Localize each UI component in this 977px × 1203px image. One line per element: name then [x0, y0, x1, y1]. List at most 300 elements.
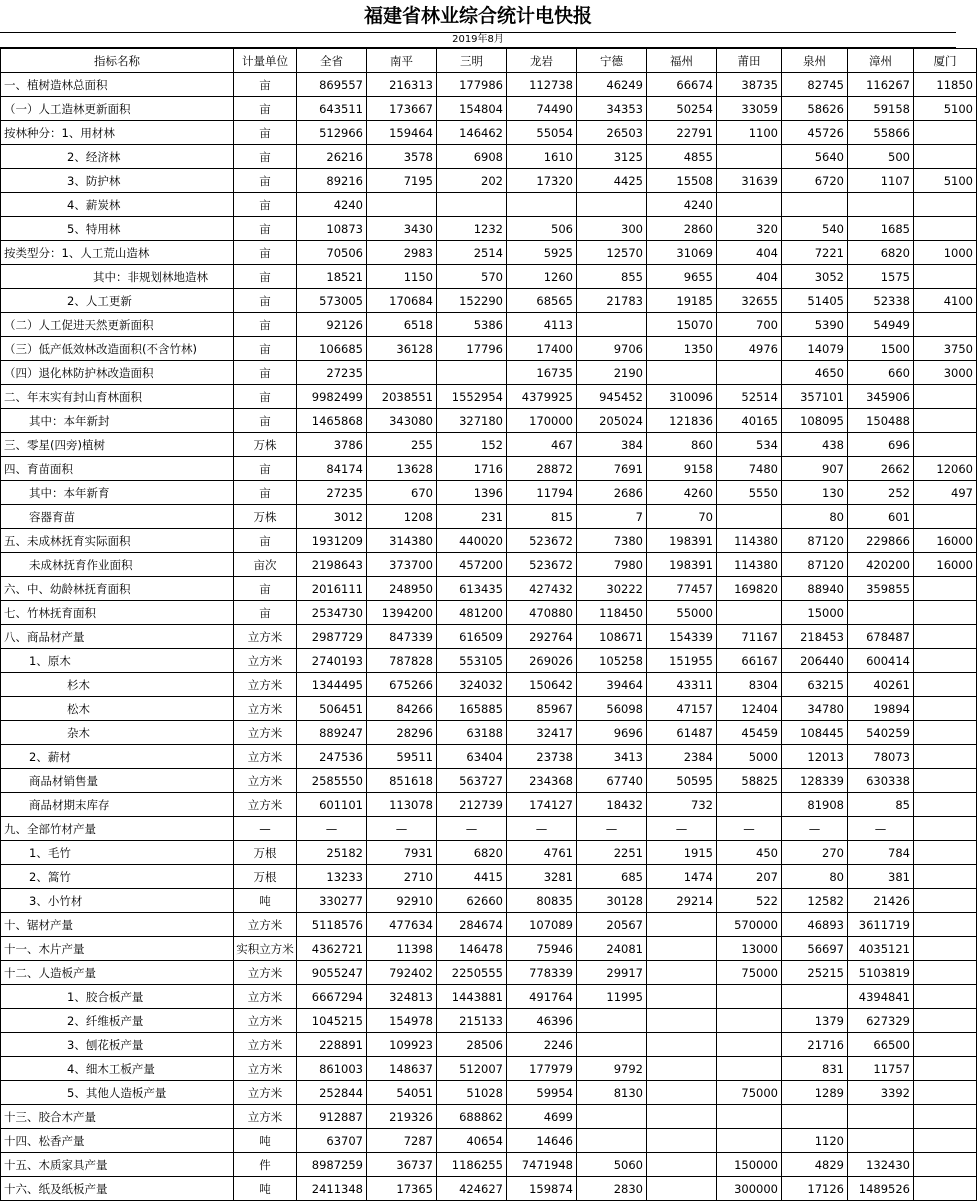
indicator-name: 3、防护林: [1, 169, 234, 193]
table-row: [1, 241, 977, 265]
value-cell: 847339: [367, 625, 437, 649]
value-cell: 52338: [848, 289, 914, 313]
value-cell: [914, 313, 977, 337]
unit-cell: 亩: [234, 193, 297, 217]
value-cell: [577, 193, 647, 217]
unit-cell: 立方米: [234, 625, 297, 649]
value-cell: 173667: [367, 97, 437, 121]
unit-cell: 立方米: [234, 769, 297, 793]
value-cell: [577, 1129, 647, 1153]
value-cell: [914, 673, 977, 697]
value-cell: 12582: [782, 889, 848, 913]
value-cell: [914, 1057, 977, 1081]
value-cell: 889247: [297, 721, 367, 745]
value-cell: 40165: [717, 409, 782, 433]
indicator-name: （一）人工造林更新面积: [1, 97, 234, 121]
value-cell: [647, 1057, 717, 1081]
value-cell: 75000: [717, 1081, 782, 1105]
value-cell: 27235: [297, 481, 367, 505]
value-cell: 46249: [577, 73, 647, 97]
table-row: [1, 1177, 977, 1201]
value-cell: 2585550: [297, 769, 367, 793]
value-cell: [577, 1009, 647, 1033]
value-cell: 107089: [507, 913, 577, 937]
value-cell: 36128: [367, 337, 437, 361]
value-cell: 25182: [297, 841, 367, 865]
value-cell: 56098: [577, 697, 647, 721]
value-cell: 660: [848, 361, 914, 385]
value-cell: 7: [577, 505, 647, 529]
value-cell: 16735: [507, 361, 577, 385]
value-cell: 670: [367, 481, 437, 505]
value-cell: 9055247: [297, 961, 367, 985]
table-row: [1, 313, 977, 337]
table-row: [1, 1105, 977, 1129]
indicator-name: 1、胶合板产量: [1, 985, 234, 1009]
value-cell: [717, 505, 782, 529]
table-row: [1, 1033, 977, 1057]
unit-cell: 亩: [234, 241, 297, 265]
value-cell: 440020: [437, 529, 507, 553]
unit-cell: 亩: [234, 337, 297, 361]
table-row: [1, 1153, 977, 1177]
value-cell: 154978: [367, 1009, 437, 1033]
value-cell: 54949: [848, 313, 914, 337]
table-row: [1, 601, 977, 625]
value-cell: 80835: [507, 889, 577, 913]
value-cell: 169820: [717, 577, 782, 601]
unit-cell: 万根: [234, 865, 297, 889]
value-cell: 420200: [848, 553, 914, 577]
value-cell: 28296: [367, 721, 437, 745]
value-cell: 5390: [782, 313, 848, 337]
value-cell: 39464: [577, 673, 647, 697]
value-cell: 1575: [848, 265, 914, 289]
value-cell: 4761: [507, 841, 577, 865]
unit-cell: 亩: [234, 265, 297, 289]
value-cell: 15070: [647, 313, 717, 337]
value-cell: [914, 697, 977, 721]
value-cell: 477634: [367, 913, 437, 937]
value-cell: 62660: [437, 889, 507, 913]
value-cell: 18432: [577, 793, 647, 817]
value-cell: 506451: [297, 697, 367, 721]
value-cell: 68565: [507, 289, 577, 313]
value-cell: 30128: [577, 889, 647, 913]
value-cell: 1443881: [437, 985, 507, 1009]
value-cell: 450: [717, 841, 782, 865]
value-cell: 207: [717, 865, 782, 889]
value-cell: 512966: [297, 121, 367, 145]
value-cell: 2250555: [437, 961, 507, 985]
unit-cell: 亩: [234, 73, 297, 97]
value-cell: 16000: [914, 553, 977, 577]
value-cell: 359855: [848, 577, 914, 601]
value-cell: 159874: [507, 1177, 577, 1201]
value-cell: [848, 193, 914, 217]
value-cell: 2198643: [297, 553, 367, 577]
unit-cell: 立方米: [234, 1033, 297, 1057]
value-cell: 3052: [782, 265, 848, 289]
value-cell: [717, 1033, 782, 1057]
value-cell: [437, 193, 507, 217]
value-cell: 34780: [782, 697, 848, 721]
value-cell: [914, 841, 977, 865]
table-row: [1, 649, 977, 673]
table-row: [1, 121, 977, 145]
value-cell: [577, 1033, 647, 1057]
value-cell: 1500: [848, 337, 914, 361]
table-row: [1, 745, 977, 769]
value-cell: 50254: [647, 97, 717, 121]
value-cell: 945452: [577, 385, 647, 409]
value-cell: [717, 1105, 782, 1129]
unit-cell: 立方米: [234, 1009, 297, 1033]
value-cell: 18521: [297, 265, 367, 289]
value-cell: [717, 1129, 782, 1153]
value-cell: 58825: [717, 769, 782, 793]
value-cell: 685: [577, 865, 647, 889]
value-cell: [914, 601, 977, 625]
value-cell: 570: [437, 265, 507, 289]
value-cell: 5118576: [297, 913, 367, 937]
column-header: 三明: [437, 49, 507, 73]
value-cell: [647, 1177, 717, 1201]
value-cell: 327180: [437, 409, 507, 433]
table-row: [1, 673, 977, 697]
value-cell: 630338: [848, 769, 914, 793]
value-cell: 154804: [437, 97, 507, 121]
value-cell: 132430: [848, 1153, 914, 1177]
value-cell: 170684: [367, 289, 437, 313]
value-cell: 89216: [297, 169, 367, 193]
value-cell: 105258: [577, 649, 647, 673]
value-cell: 70506: [297, 241, 367, 265]
value-cell: 523672: [507, 529, 577, 553]
unit-cell: 立方米: [234, 673, 297, 697]
value-cell: 324032: [437, 673, 507, 697]
value-cell: 4425: [577, 169, 647, 193]
value-cell: 2662: [848, 457, 914, 481]
value-cell: 1716: [437, 457, 507, 481]
indicator-name: 六、中、幼龄林抚育面积: [1, 577, 234, 601]
unit-cell: 亩: [234, 169, 297, 193]
value-cell: [914, 1105, 977, 1129]
indicator-name: 未成林抚育作业面积: [1, 553, 234, 577]
indicator-name: 商品材销售量: [1, 769, 234, 793]
value-cell: 26216: [297, 145, 367, 169]
indicator-name: 商品材期末库存: [1, 793, 234, 817]
value-cell: [717, 193, 782, 217]
value-cell: 6667294: [297, 985, 367, 1009]
value-cell: 1045215: [297, 1009, 367, 1033]
value-cell: 177986: [437, 73, 507, 97]
value-cell: 32417: [507, 721, 577, 745]
value-cell: [914, 121, 977, 145]
value-cell: 4240: [297, 193, 367, 217]
value-cell: [914, 817, 977, 841]
unit-cell: 亩: [234, 601, 297, 625]
value-cell: [914, 1081, 977, 1105]
value-cell: 869557: [297, 73, 367, 97]
value-cell: 63707: [297, 1129, 367, 1153]
value-cell: 4699: [507, 1105, 577, 1129]
indicator-name: 十五、木质家具产量: [1, 1153, 234, 1177]
value-cell: 92910: [367, 889, 437, 913]
value-cell: 404: [717, 241, 782, 265]
unit-cell: 亩: [234, 121, 297, 145]
value-cell: 198391: [647, 529, 717, 553]
value-cell: 7221: [782, 241, 848, 265]
value-cell: [647, 1105, 717, 1129]
value-cell: 58626: [782, 97, 848, 121]
indicator-name: 一、植树造林总面积: [1, 73, 234, 97]
value-cell: [647, 937, 717, 961]
value-cell: 1915: [647, 841, 717, 865]
value-cell: [647, 961, 717, 985]
value-cell: 3392: [848, 1081, 914, 1105]
indicator-name: （二）人工促进天然更新面积: [1, 313, 234, 337]
value-cell: 2190: [577, 361, 647, 385]
value-cell: 106685: [297, 337, 367, 361]
value-cell: 4113: [507, 313, 577, 337]
value-cell: 229866: [848, 529, 914, 553]
value-cell: —: [507, 817, 577, 841]
table-row: [1, 385, 977, 409]
value-cell: [914, 409, 977, 433]
value-cell: 19185: [647, 289, 717, 313]
value-cell: 9982499: [297, 385, 367, 409]
value-cell: 2534730: [297, 601, 367, 625]
value-cell: 63404: [437, 745, 507, 769]
value-cell: 1489526: [848, 1177, 914, 1201]
value-cell: [914, 433, 977, 457]
value-cell: —: [848, 817, 914, 841]
value-cell: [914, 1129, 977, 1153]
indicator-name: 2、经济林: [1, 145, 234, 169]
value-cell: 787828: [367, 649, 437, 673]
value-cell: 108445: [782, 721, 848, 745]
value-cell: 17126: [782, 1177, 848, 1201]
table-row: [1, 289, 977, 313]
unit-cell: 立方米: [234, 1057, 297, 1081]
value-cell: 7287: [367, 1129, 437, 1153]
value-cell: [717, 985, 782, 1009]
value-cell: 12570: [577, 241, 647, 265]
value-cell: 36737: [367, 1153, 437, 1177]
table-row: [1, 697, 977, 721]
value-cell: [647, 1081, 717, 1105]
value-cell: 46893: [782, 913, 848, 937]
value-cell: 534: [717, 433, 782, 457]
table-row: [1, 577, 977, 601]
value-cell: 78073: [848, 745, 914, 769]
value-cell: 55866: [848, 121, 914, 145]
table-row: [1, 97, 977, 121]
value-cell: 177979: [507, 1057, 577, 1081]
value-cell: 2740193: [297, 649, 367, 673]
value-cell: [647, 1033, 717, 1057]
value-cell: 55000: [647, 601, 717, 625]
value-cell: 1186255: [437, 1153, 507, 1177]
value-cell: 491764: [507, 985, 577, 1009]
value-cell: 47157: [647, 697, 717, 721]
value-cell: —: [367, 817, 437, 841]
value-cell: 148637: [367, 1057, 437, 1081]
value-cell: 4829: [782, 1153, 848, 1177]
value-cell: 21426: [848, 889, 914, 913]
value-cell: 784: [848, 841, 914, 865]
unit-cell: 立方米: [234, 793, 297, 817]
unit-cell: 亩: [234, 457, 297, 481]
value-cell: 8304: [717, 673, 782, 697]
indicator-name: 4、薪炭林: [1, 193, 234, 217]
value-cell: 77457: [647, 577, 717, 601]
value-cell: 1100: [717, 121, 782, 145]
table-row: [1, 817, 977, 841]
value-cell: 1150: [367, 265, 437, 289]
table-row: [1, 721, 977, 745]
value-cell: [914, 505, 977, 529]
value-cell: 8130: [577, 1081, 647, 1105]
unit-cell: 亩: [234, 217, 297, 241]
value-cell: 16000: [914, 529, 977, 553]
value-cell: 9696: [577, 721, 647, 745]
value-cell: 2987729: [297, 625, 367, 649]
table-row: [1, 913, 977, 937]
value-cell: 27235: [297, 361, 367, 385]
unit-cell: 亩: [234, 409, 297, 433]
column-header: 厦门: [914, 49, 977, 73]
unit-cell: 立方米: [234, 1081, 297, 1105]
table-row: [1, 1081, 977, 1105]
value-cell: 300: [577, 217, 647, 241]
value-cell: 12404: [717, 697, 782, 721]
value-cell: 381: [848, 865, 914, 889]
indicator-name: 2、薪材: [1, 745, 234, 769]
unit-cell: 吨: [234, 1129, 297, 1153]
value-cell: [367, 193, 437, 217]
value-cell: 345906: [848, 385, 914, 409]
value-cell: [647, 1129, 717, 1153]
value-cell: 778339: [507, 961, 577, 985]
value-cell: 1289: [782, 1081, 848, 1105]
unit-cell: 立方米: [234, 649, 297, 673]
value-cell: 1344495: [297, 673, 367, 697]
value-cell: 320: [717, 217, 782, 241]
value-cell: 109923: [367, 1033, 437, 1057]
table-row: [1, 985, 977, 1009]
value-cell: 50595: [647, 769, 717, 793]
indicator-name: 杂木: [1, 721, 234, 745]
report-title: 福建省林业综合统计电快报: [0, 0, 956, 33]
value-cell: 7931: [367, 841, 437, 865]
value-cell: 151955: [647, 649, 717, 673]
table-row: [1, 769, 977, 793]
value-cell: 87120: [782, 529, 848, 553]
value-cell: 330277: [297, 889, 367, 913]
value-cell: 540259: [848, 721, 914, 745]
indicator-name: 其中：非规划林地造林: [1, 265, 234, 289]
value-cell: 34353: [577, 97, 647, 121]
value-cell: [647, 1009, 717, 1033]
value-cell: 113078: [367, 793, 437, 817]
value-cell: [848, 601, 914, 625]
table-row: [1, 361, 977, 385]
value-cell: 252: [848, 481, 914, 505]
value-cell: 247536: [297, 745, 367, 769]
value-cell: 2411348: [297, 1177, 367, 1201]
value-cell: 1208: [367, 505, 437, 529]
table-row: [1, 337, 977, 361]
value-cell: 506: [507, 217, 577, 241]
value-cell: 66500: [848, 1033, 914, 1057]
value-cell: [914, 1009, 977, 1033]
value-cell: 116267: [848, 73, 914, 97]
unit-cell: 立方米: [234, 721, 297, 745]
value-cell: 4260: [647, 481, 717, 505]
value-cell: [914, 769, 977, 793]
value-cell: 855: [577, 265, 647, 289]
value-cell: 108671: [577, 625, 647, 649]
indicator-name: 十三、胶合木产量: [1, 1105, 234, 1129]
indicator-name: 1、毛竹: [1, 841, 234, 865]
value-cell: 74490: [507, 97, 577, 121]
indicator-name: 2、纤维板产量: [1, 1009, 234, 1033]
value-cell: 205024: [577, 409, 647, 433]
indicator-name: 二、年末实有封山育林面积: [1, 385, 234, 409]
value-cell: 269026: [507, 649, 577, 673]
value-cell: 540: [782, 217, 848, 241]
unit-cell: 亩: [234, 145, 297, 169]
unit-cell: 吨: [234, 1177, 297, 1201]
value-cell: 81908: [782, 793, 848, 817]
table-row: [1, 433, 977, 457]
unit-cell: 亩: [234, 313, 297, 337]
value-cell: 55054: [507, 121, 577, 145]
value-cell: 150000: [717, 1153, 782, 1177]
table-row: [1, 625, 977, 649]
table-row: [1, 409, 977, 433]
unit-cell: 亩: [234, 577, 297, 601]
value-cell: 52514: [717, 385, 782, 409]
value-cell: 216313: [367, 73, 437, 97]
value-cell: 23738: [507, 745, 577, 769]
column-header: 南平: [367, 49, 437, 73]
value-cell: 5640: [782, 145, 848, 169]
table-row: [1, 793, 977, 817]
value-cell: 19894: [848, 697, 914, 721]
value-cell: 3750: [914, 337, 977, 361]
value-cell: 2384: [647, 745, 717, 769]
table-row: [1, 1129, 977, 1153]
indicator-name: 杉木: [1, 673, 234, 697]
indicator-name: 3、小竹材: [1, 889, 234, 913]
value-cell: 26503: [577, 121, 647, 145]
value-cell: 92126: [297, 313, 367, 337]
value-cell: 11794: [507, 481, 577, 505]
unit-cell: 立方米: [234, 697, 297, 721]
value-cell: 87120: [782, 553, 848, 577]
value-cell: 570000: [717, 913, 782, 937]
value-cell: 4650: [782, 361, 848, 385]
value-cell: 40654: [437, 1129, 507, 1153]
indicator-name: 五、未成林抚育实际面积: [1, 529, 234, 553]
column-header: 泉州: [782, 49, 848, 73]
value-cell: [914, 577, 977, 601]
column-header: 指标名称: [1, 49, 234, 73]
value-cell: 861003: [297, 1057, 367, 1081]
